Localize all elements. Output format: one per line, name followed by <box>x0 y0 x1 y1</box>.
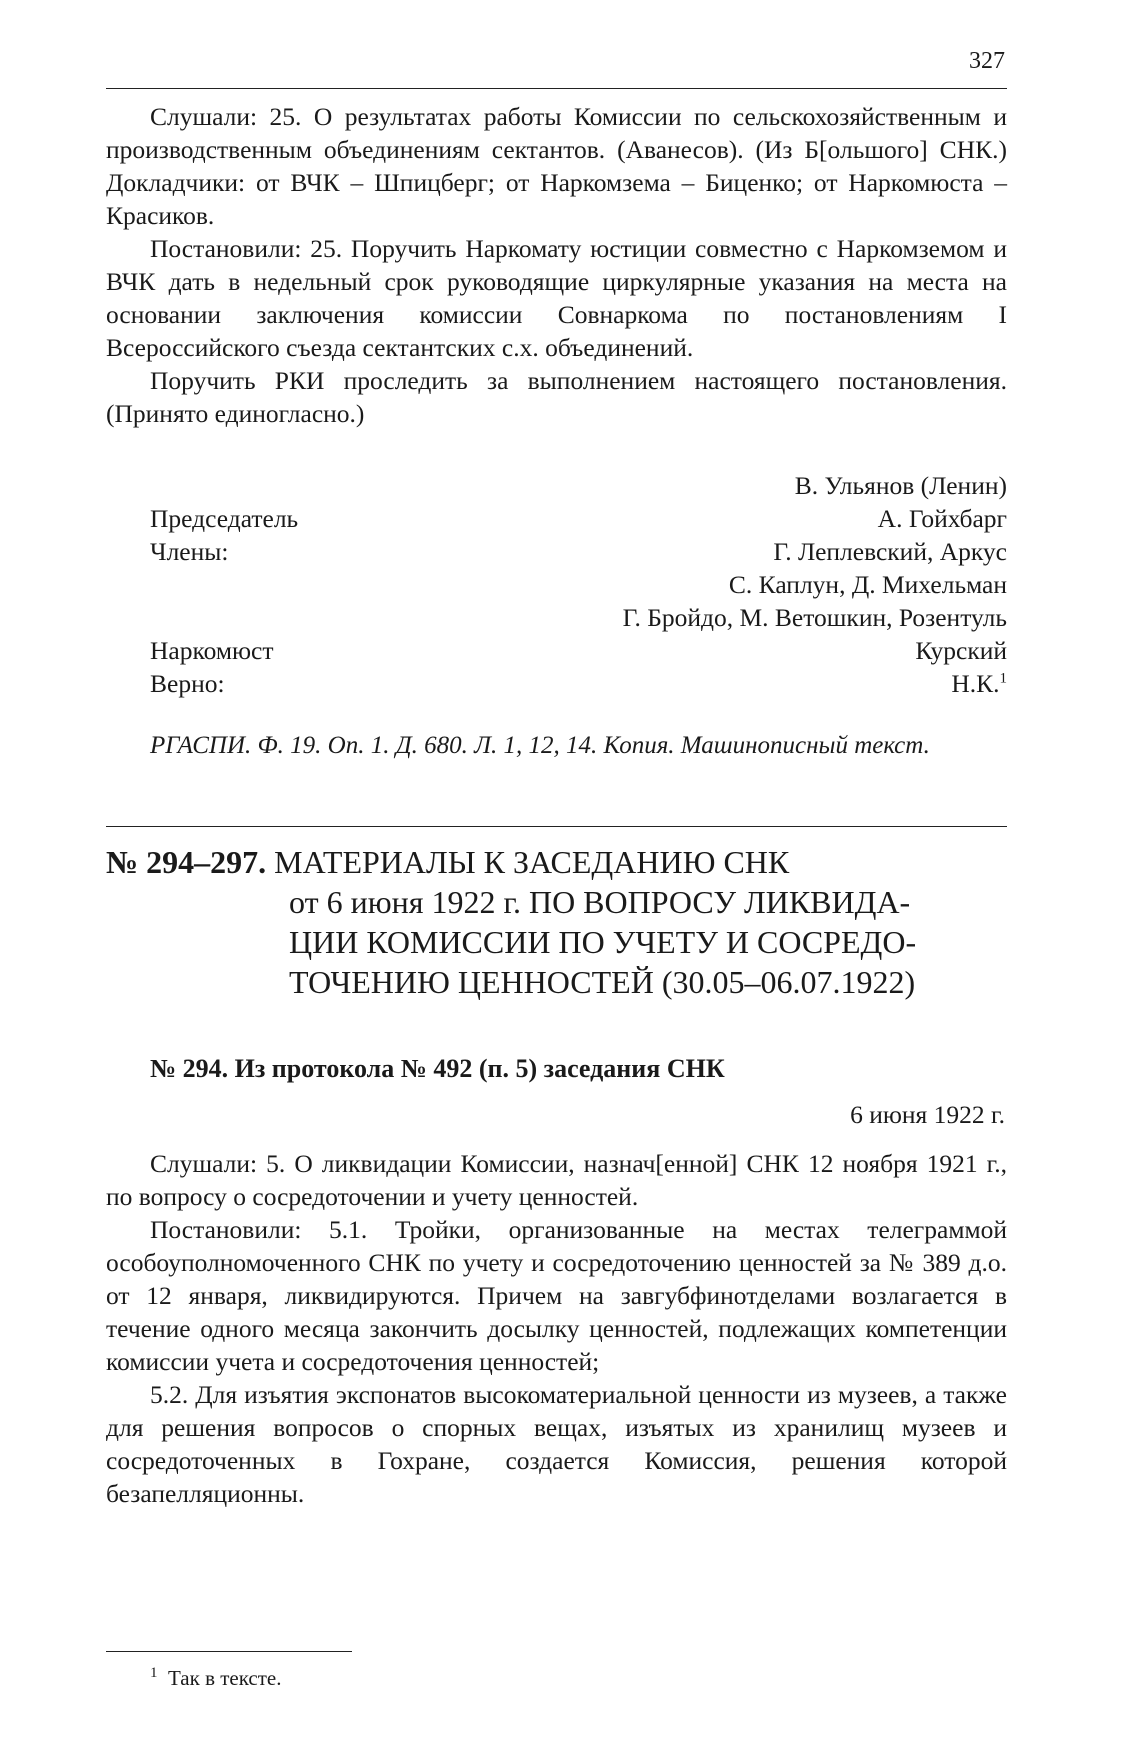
footnote-text: Так в тексте. <box>168 1666 282 1690</box>
signature-role: Верно: <box>150 669 225 698</box>
section-rule <box>106 826 1007 827</box>
signature-row <box>106 601 1007 634</box>
protocol-continuation <box>106 100 1007 430</box>
document-body <box>106 1147 1007 1510</box>
footnote-reference[interactable]: 1 <box>999 670 1007 687</box>
archive-source: РГАСПИ. Ф. 19. Оп. 1. Д. 680. Л. 1, 12, 14. Копия. Машинописный текст. <box>150 732 930 759</box>
signature-row <box>106 568 1007 601</box>
signature-role <box>106 568 150 601</box>
signature-names: Г. Бройдо, М. Ветошкин, Розентуль <box>622 603 1007 632</box>
signature-names-with-note <box>951 667 1007 700</box>
signature-names: Г. Леплевский, Аркус <box>773 537 1007 566</box>
section-heading-line <box>106 842 1007 882</box>
document-date: 6 июня 1922 г. <box>850 1100 1005 1129</box>
footnote <box>150 1666 282 1691</box>
document-title: № 294. Из протокола № 492 (п. 5) заседания СНК <box>150 1054 725 1083</box>
signature-names: Н.К. <box>951 669 1000 698</box>
signature-names: В. Ульянов (Ленин) <box>794 471 1007 500</box>
header-rule <box>106 88 1007 89</box>
section-number: № 294–297. <box>106 844 267 880</box>
signature-role <box>106 469 150 502</box>
section-heading-line: от 6 июня 1922 г. ПО ВОПРОСУ ЛИКВИДА- <box>289 884 911 920</box>
section-heading-line: ЦИИ КОМИССИИ ПО УЧЕТУ И СОСРЕДО- <box>289 924 917 960</box>
signature-names: Курский <box>915 636 1007 665</box>
section-heading-line: ТОЧЕНИЮ ЦЕННОСТЕЙ (30.05–06.07.1922) <box>289 964 916 1000</box>
signature-row <box>106 667 1007 700</box>
signature-row <box>106 469 1007 502</box>
signature-names: С. Каплун, Д. Михельман <box>728 570 1007 599</box>
section-heading <box>106 842 1007 1002</box>
signature-role <box>106 601 150 634</box>
signature-role: Председатель <box>150 504 299 533</box>
paragraph-commission: 5.2. Для изъятия экспонатов высокоматериальной ценности из музеев, а также для решения вопросов о спорных вещах, изъятых из хранилищ музеев и сосредоточенных в Гохране, создается Комиссия, решения которой безапелляционны. <box>106 1380 1007 1508</box>
paragraph-resolved: Постановили: 25. Поручить Наркомату юстиции совместно с Наркомземом и ВЧК дать в недельный срок руководящие циркулярные указания на места на основании заключения комиссии Совнаркома по постановлениям I Всероссийского съезда сектантских с.х. объединений. <box>106 234 1007 362</box>
paragraph-heard: Слушали: 25. О результатах работы Комиссии по сельскохозяйственным и производственным объединениям сектантов. (Аванесов). (Из Б[ольшого] СНК.) Докладчики: от ВЧК – Шпицберг; от Наркомзема – Биценко; от Наркомюста – Красиков. <box>106 102 1007 230</box>
section-title: МАТЕРИАЛЫ К ЗАСЕДАНИЮ СНК <box>274 844 790 880</box>
signature-block <box>106 469 1007 700</box>
signature-row <box>106 502 1007 535</box>
footnote-rule <box>106 1651 352 1652</box>
paragraph-heard: Слушали: 5. О ликвидации Комиссии, назнач[енной] СНК 12 ноября 1921 г., по вопросу о сосредоточении и учету ценностей. <box>106 1149 1007 1211</box>
paragraph-resolved: Постановили: 5.1. Тройки, организованные на местах телеграммой особоуполномоченного СНК по учету и сосредоточению ценностей за № 389 д.о. от 12 января, ликвидируются. Причем на завгубфинотделами возлагается в течение одного месяца закончить досылку ценностей, подлежащих компетенции комиссии учета и сосредоточения ценностей; <box>106 1215 1007 1376</box>
signature-names: А. Гойхбарг <box>877 504 1007 533</box>
footnote-mark: 1 <box>150 1665 158 1681</box>
signature-row <box>106 634 1007 667</box>
paragraph-rki: Поручить РКИ проследить за выполнением настоящего постановления. (Принято единогласно.) <box>106 366 1007 428</box>
signature-role: Наркомюст <box>150 636 274 665</box>
signature-role: Члены: <box>150 537 229 566</box>
signature-row <box>106 535 1007 568</box>
page-number: 327 <box>969 48 1005 74</box>
